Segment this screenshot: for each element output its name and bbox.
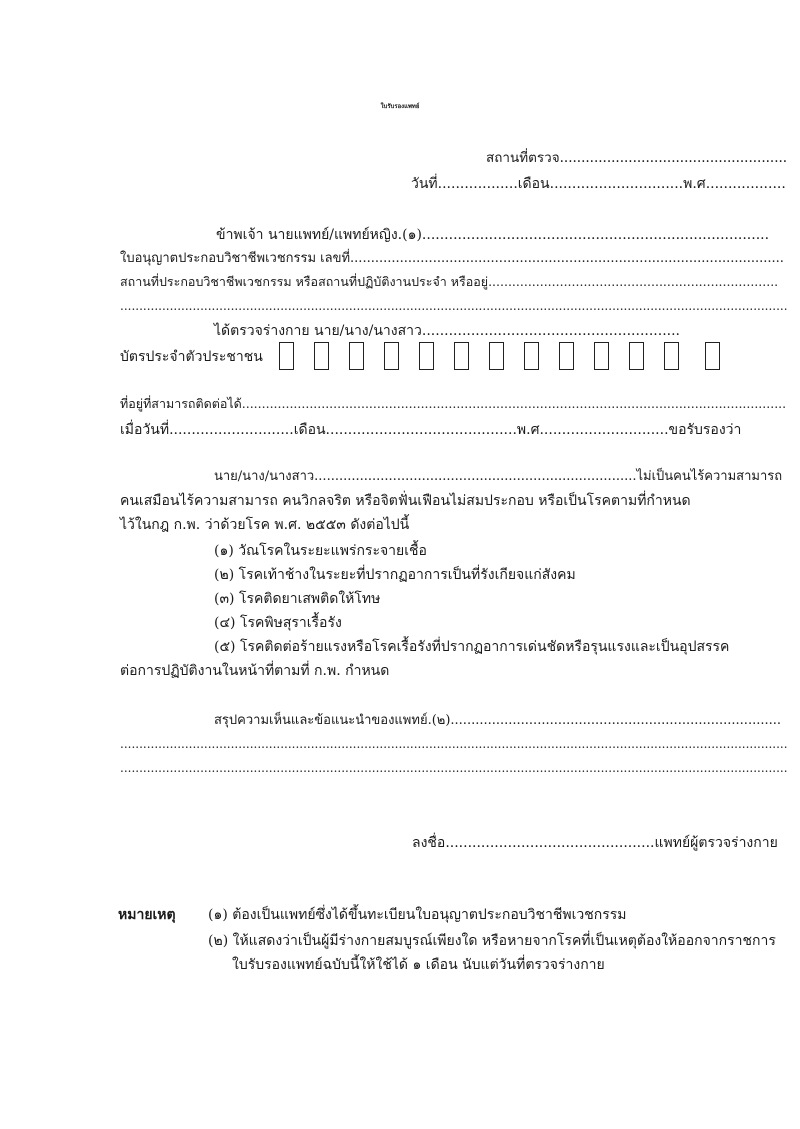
certify-line-1: นาย/นาง/นางสาว..............................................................................ไม่เป็นคนไร้ความสามารถ — [214, 469, 783, 484]
exam-place-field[interactable]: สถานที่ตรวจ..................................................... — [486, 150, 788, 166]
signature-field[interactable]: ลงชื่อ...............................................แพทย์ผู้ตรวจร่างกาย — [412, 835, 778, 851]
id-digit-box[interactable] — [629, 342, 644, 370]
workplace-field[interactable]: สถานที่ประกอบวิชาชีพเวชกรรม หรือสถานที่ปฏิบัติงานประจำ หรืออยู่......................................................................... — [120, 274, 779, 289]
certify-line-2: คนเสมือนไร้ความสามารถ คนวิกลจริต หรือจิตฟั่นเฟือนไม่สมประกอบ หรือเป็นโรคตามที่กำหนด — [120, 493, 691, 509]
certificate-date-field[interactable]: วันที่..................เดือน..............................พ.ศ.................. — [411, 176, 786, 192]
id-digit-box[interactable] — [384, 342, 399, 370]
contact-address-field[interactable]: ที่อยู่ที่สามารถติดต่อได้......................................................................................................................................... — [120, 396, 787, 411]
note-item: ใบรับรองแพทย์ฉบับนี้ให้ใช้ได้ ๑ เดือน นับแต่วันที่ตรวจร่างกาย — [232, 957, 605, 973]
doctor-name-field[interactable]: ข้าพเจ้า นายแพทย์/แพทย์หญิง.(๑).............................................................................. — [216, 227, 770, 243]
id-digit-box[interactable] — [524, 342, 539, 370]
id-digit-box[interactable] — [419, 342, 434, 370]
disease-item: (๔) โรคพิษสุราเรื้อรัง — [214, 615, 342, 631]
page-title: ใบรับรองแพทย์ — [380, 103, 420, 110]
notes-label: หมายเหตุ — [118, 907, 176, 923]
id-digit-box[interactable] — [489, 342, 504, 370]
id-digit-box[interactable] — [705, 342, 720, 370]
id-digit-box[interactable] — [279, 342, 294, 370]
id-digit-box[interactable] — [454, 342, 469, 370]
disease-item: (๕) โรคติดต่อร้ายแรงหรือโรคเรื้อรังที่ปรากฏอาการเด่นชัดหรือรุนแรงและเป็นอุปสรรค — [214, 639, 730, 655]
summary-blank-line[interactable]: ............................................................................................................................................................................... — [120, 761, 788, 775]
id-digit-box[interactable] — [349, 342, 364, 370]
disease-item: (๑) วัณโรคในระยะแพร่กระจายเชื้อ — [214, 543, 427, 559]
id-digit-box[interactable] — [664, 342, 679, 370]
id-digit-box[interactable] — [594, 342, 609, 370]
workplace-continuation[interactable]: ............................................................................................................................................................................... — [120, 299, 788, 313]
note-item: (๑) ต้องเป็นแพทย์ซึ่งได้ขึ้นทะเบียนใบอนุญาตประกอบวิชาชีพเวชกรรม — [208, 907, 627, 923]
id-card-label: บัตรประจำตัวประชาชน — [120, 349, 263, 365]
license-number-field[interactable]: ใบอนุญาตประกอบวิชาชีพเวชกรรม เลขที่......................................................................................................... — [120, 251, 784, 266]
id-digit-box[interactable] — [559, 342, 574, 370]
note-item: (๒) ให้แสดงว่าเป็นผู้มีร่างกายสมบูรณ์เพียงใด หรือหายจากโรคที่เป็นเหตุต้องให้ออกจากราชการ — [208, 933, 776, 949]
id-digit-box[interactable] — [314, 342, 329, 370]
disease-item: (๓) โรคติดยาเสพติดให้โทษ — [214, 591, 381, 607]
exam-date-field[interactable]: เมื่อวันที่............................เดือน...........................................พ.ศ.............................ขอรับรองว่า — [120, 422, 742, 438]
summary-blank-line[interactable]: ............................................................................................................................................................................... — [120, 737, 788, 751]
disease-item: (๒) โรคเท้าช้างในระยะที่ปรากฏอาการเป็นที่รังเกียจแก่สังคม — [214, 567, 576, 583]
patient-name-field[interactable]: ได้ตรวจร่างกาย นาย/นาง/นางสาว.......................................................... — [214, 323, 680, 339]
certify-line-3: ไว้ในกฎ ก.พ. ว่าด้วยโรค พ.ศ. ๒๕๕๓ ดังต่อไปนี้ — [120, 517, 410, 533]
summary-field[interactable]: สรุปความเห็นและข้อแนะนำของแพทย์.(๒)................................................................................ — [214, 713, 781, 728]
disease-item-continuation: ต่อการปฏิบัติงานในหน้าที่ตามที่ ก.พ. กำหนด — [120, 663, 390, 679]
